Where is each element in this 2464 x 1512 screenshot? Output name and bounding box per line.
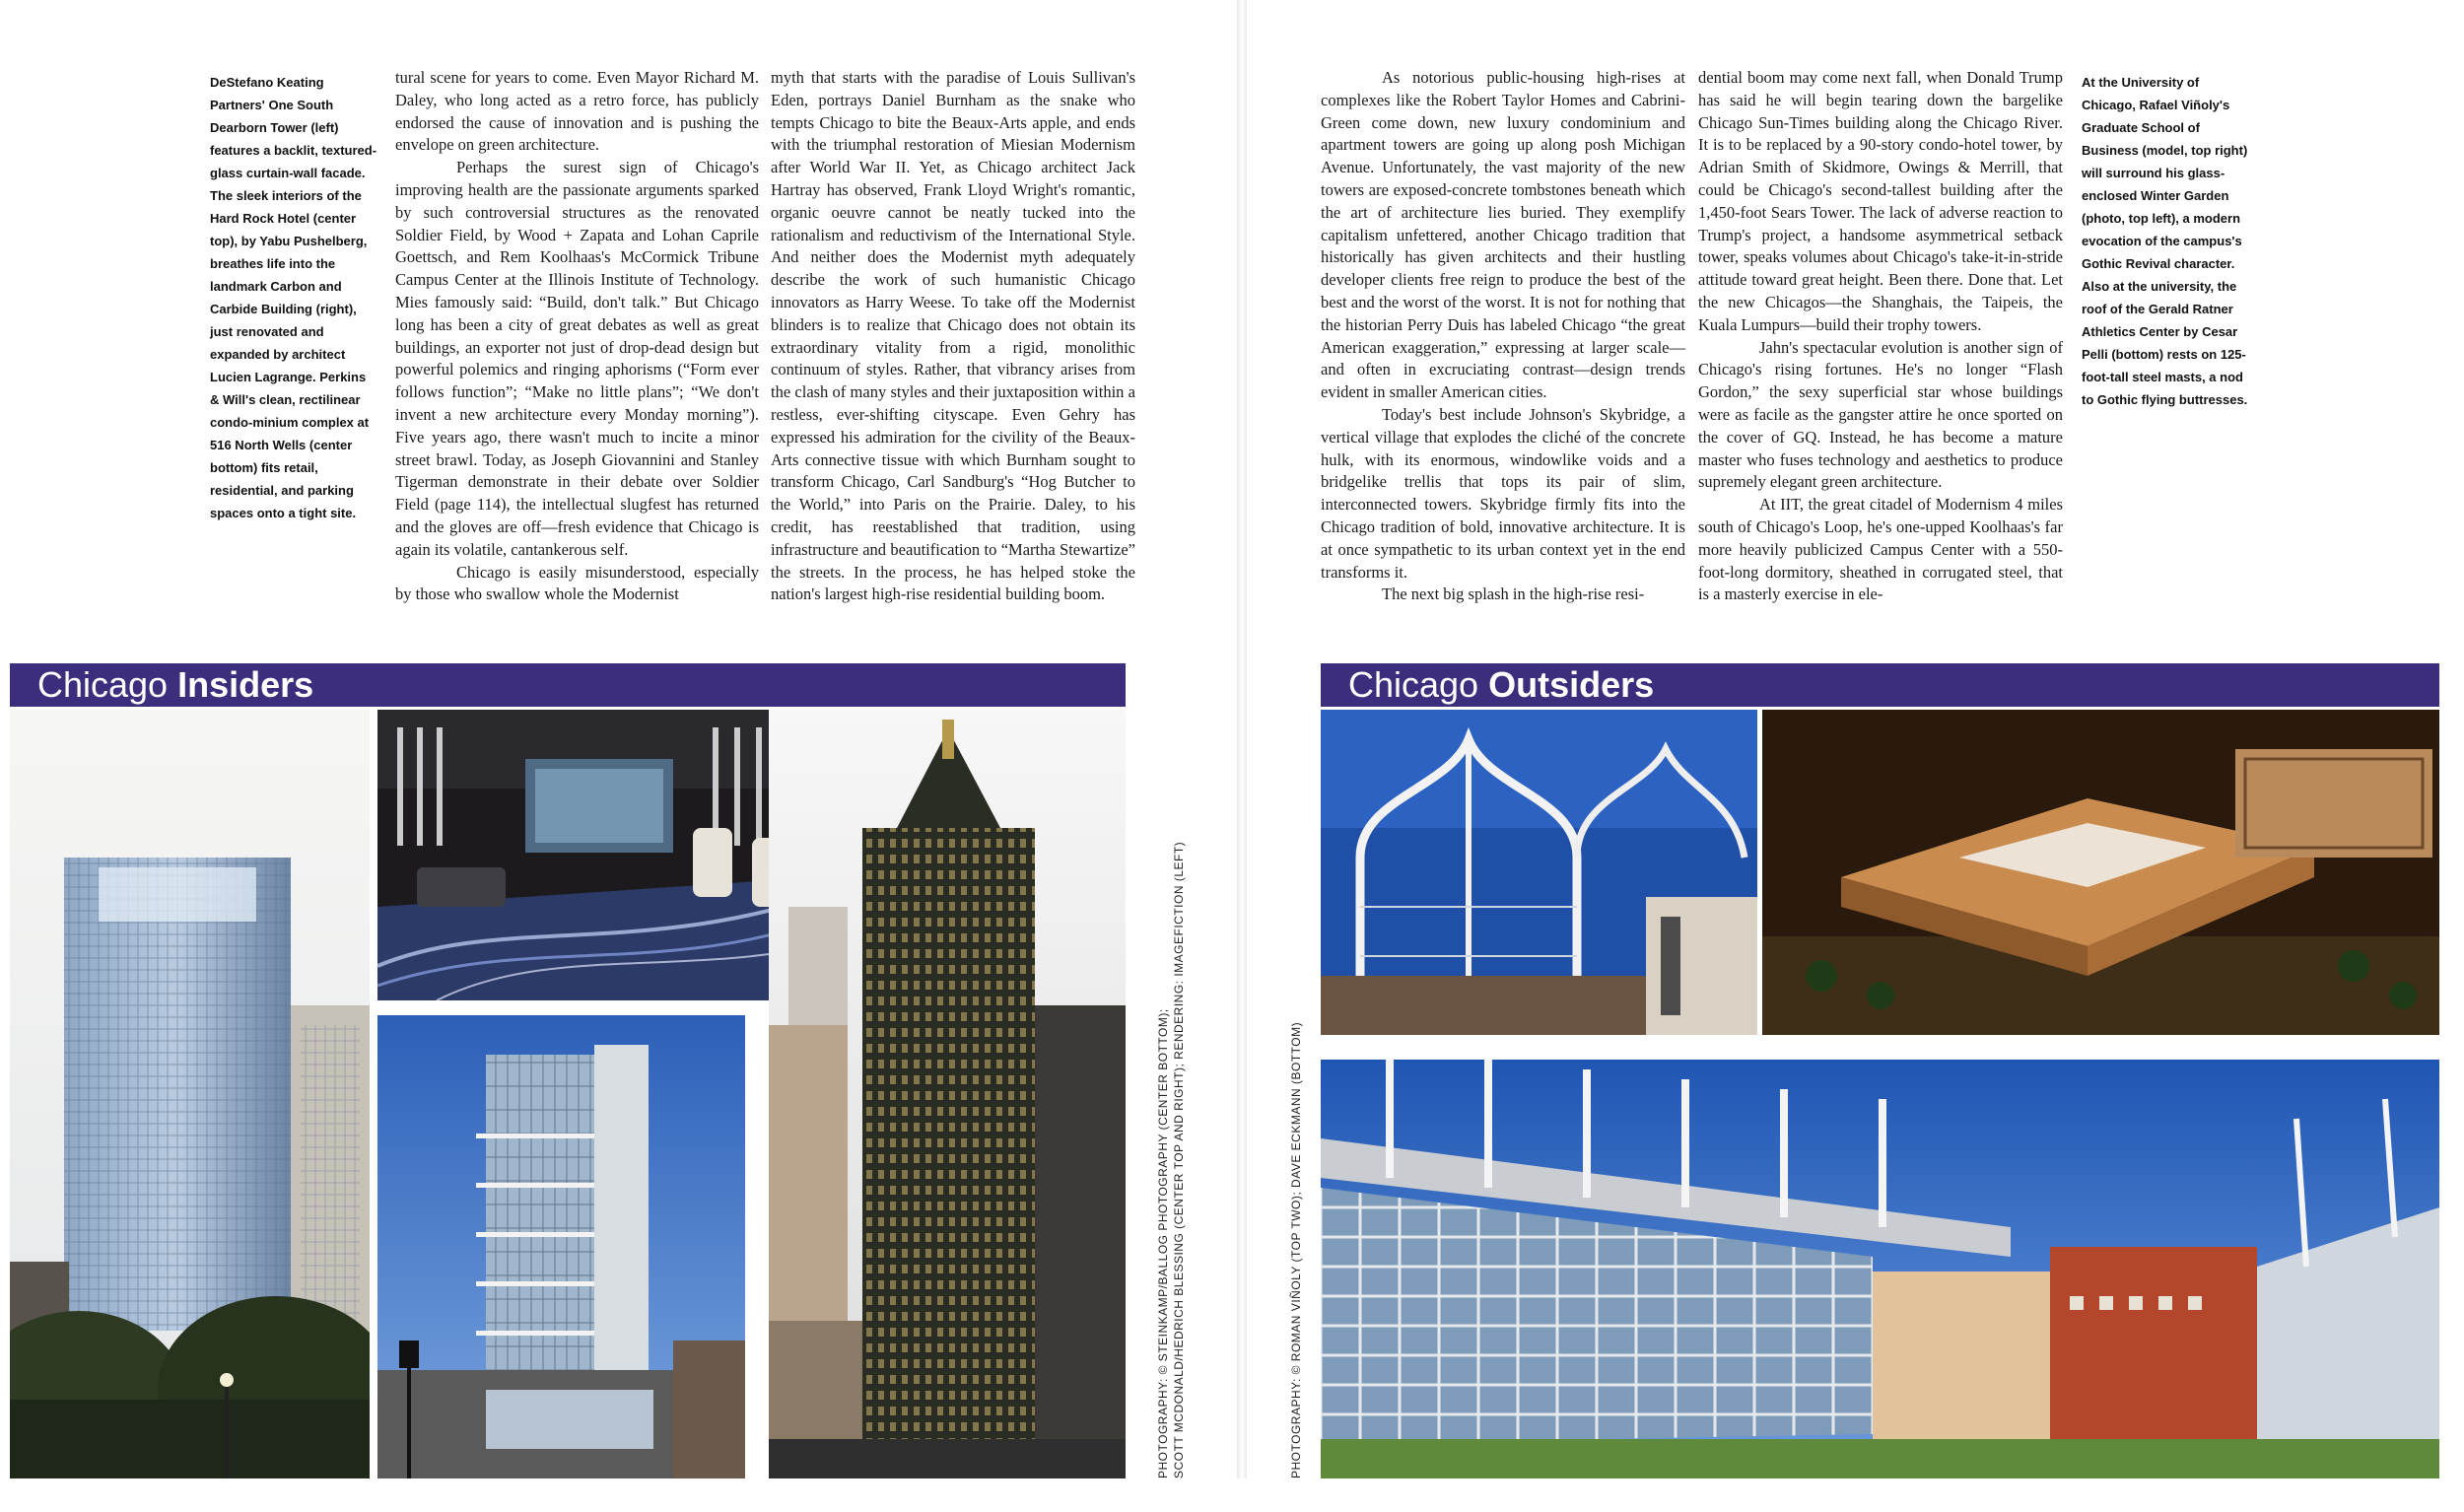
banner-light-text: Chicago bbox=[1348, 664, 1489, 705]
banner-light-text: Chicago bbox=[37, 664, 178, 705]
right-photo-credit bbox=[1288, 1022, 1304, 1478]
left-photo-caption: DeStefano Keating Partners' One South Dearborn Tower (left) features a backlit, textured-glass curtain-wall facade. The sleek interiors of the Hard Rock Hotel (center top), by Yabu Pushelberg, breathes life into the landmark Carbon and Carbide Building (right), just renovated and expanded by architect Lucien Lagrange. Perkins & Will's clean, rectilinear condo-minium complex at 516 North Wells (center bottom) fits retail, residential, and parking spaces onto a tight site. bbox=[210, 75, 377, 520]
paragraph: The next big splash in the high-rise resi- bbox=[1382, 584, 1645, 604]
paragraph: Today's best include Johnson's Skybridge, a vertical village that explodes the cliché of the concrete hulk, with its enormous, windowlike voids and a bridgelike trellis that tops its pair of slim, interconnected towers. Skybridge firmly fits into the Chicago tradition of bold, innovative architecture. It is at once sympathetic to its urban context yet in the end transforms it. bbox=[1321, 404, 1685, 582]
one-south-dearborn-tower-photo bbox=[10, 710, 370, 1478]
right-article-column-2 bbox=[1698, 67, 2063, 606]
chicago-outsiders-banner bbox=[1321, 663, 2439, 707]
paragraph: Jahn's spectacular evolution is another sign of Chicago's rising fortunes. He's no longer “Flash Gordon,” the sexy superficial star whose buildings were as facile as the gangster attire he once sported on the cover of GQ. Instead, he has become a mature master who fuses technology and aesthetics to produce supremely elegant green architecture. bbox=[1698, 337, 2063, 492]
paragraph: Chicago is easily misunderstood, especially by those who swallow whole the Modernist bbox=[395, 562, 759, 604]
right-photo-caption: At the University of Chicago, Rafael Viñoly's Graduate School of Business (model, top right) will surround his glass-enclosed Winter Garden (photo, top left), a modern evocation of the campus's Gothic Revival character. Also at the university, the roof of the Gerald Ratner Athletics Center by Cesar Pelli (bottom) rests on 125-foot-tall steel masts, a nod to Gothic flying buttresses. bbox=[2082, 75, 2248, 407]
credit-line: PHOTOGRAPHY: © STEINKAMP/BALLOG PHOTOGRAPHY (CENTER BOTTOM); bbox=[1156, 1008, 1170, 1478]
page-gutter bbox=[1237, 0, 1247, 1478]
left-photo-credit bbox=[1155, 842, 1187, 1478]
left-article-column-1 bbox=[395, 67, 759, 606]
left-article-column-2 bbox=[771, 67, 1135, 606]
paragraph: myth that starts with the paradise of Louis Sullivan's Eden, portrays Daniel Burnham as the snake who tempts Chicago to bite the Beaux-Arts apple, and ends with the triumphal restoration of Miesian Modernism after World War II. Yet, as Chicago architect Jack Hartray has observed, Frank Lloyd Wright's romantic, organic oeuvre cannot be neatly tucked into the rationalism and reductivism of the International Style. And neither does the Modernist myth adequately describe the work of such humanistic Chicago innovators as Harry Weese. To take off the Modernist blinders is to realize that Chicago does not obtain its extraordinary vitality from a rigid, monolithic continuum of styles. Rather, that vibrancy arises from the clash of many styles and their juxtaposition within a restless, ever-shifting cityscape. Even Gehry has expressed his admiration for the civility of the Beaux-Arts connective tissue with which Burnham sought to transform Chicago, Carl Sandburg's “Hog Butcher to the World,” into Paris on the Prairie. Daley, to his credit, has reestablished that tradition, using infrastructure and beautification to “Martha Stewartize” the streets. In the process, he has helped stoke the nation's largest high-rise residential building boom. bbox=[771, 68, 1135, 604]
business-school-model-photo bbox=[1762, 710, 2439, 1035]
paragraph: At IIT, the great citadel of Modernism 4 miles south of Chicago's Loop, he's one-upped Koolhaas's far more heavily publicized Campus Center with a 550-foot-long dormitory, sheathed in corrugated steel, that is a masterly exercise in ele- bbox=[1698, 495, 2063, 604]
right-article-column-1 bbox=[1321, 67, 1685, 606]
banner-bold-text: Outsiders bbox=[1488, 664, 1655, 705]
winter-garden-photo bbox=[1321, 710, 1757, 1035]
hard-rock-hotel-interior-photo bbox=[377, 710, 817, 1000]
credit-line: SCOTT MCDONALD/HEDRICH BLESSING (CENTER TOP AND RIGHT); RENDERING: IMAGEFICTION (LEFT) bbox=[1172, 841, 1186, 1478]
north-wells-condominium-photo bbox=[377, 1015, 745, 1478]
left-page bbox=[10, 0, 1240, 1478]
paragraph: Perhaps the surest sign of Chicago's improving health are the passionate arguments sparked by such controversial structures as the renovated Soldier Field, by Wood + Zapata and Lohan Caprile Goettsch, and Rem Koolhaas's McCormick Tribune Campus Center at the Illinois Institute of Technology. Mies famously said: “Build, don't talk.” But Chicago long has been a city of great debates as well as great buildings, an exporter not just of drop-dead design but powerful polemics and ringing aphorisms (“Form ever follows function”; “Make no little plans”; “We don't invent a new architecture every Monday morning”). Five years ago, there wasn't much to incite a minor street brawl. Today, as Joseph Giovannini and Stanley Tigerman demonstrate in their debate over Soldier Field (page 114), the intellectual slugfest has returned and the gloves are off—fresh evidence that Chicago is again its volatile, cantankerous self. bbox=[395, 158, 759, 559]
chicago-insiders-banner bbox=[10, 663, 1126, 707]
paragraph: As notorious public-housing high-rises at complexes like the Robert Taylor Homes and Cabrini-Green come down, new luxury condominium and apartment towers are going up along posh Michigan Avenue. Unfortunately, the vast majority of the new towers are exposed-concrete tombstones beneath which the art of architecture lies buried. They exemplify capitalism unfettered, another Chicago tradition that historically has given architects and their hustling developer clients free reign to produce the best of the best and the worst of the worst. It is not for nothing that the historian Perry Duis has labeled Chicago “the great American exaggeration,” expressing at larger scale—and often in excruciating contrast—design trends evident in smaller American cities. bbox=[1321, 68, 1685, 402]
ratner-athletics-center-photo bbox=[1321, 1060, 2439, 1478]
right-page bbox=[1247, 0, 2464, 1478]
banner-bold-text: Insiders bbox=[177, 664, 314, 705]
paragraph: dential boom may come next fall, when Donald Trump has said he will begin tearing down the bargelike Chicago Sun-Times building along the Chicago River. It is to be replaced by a 90-story condo-hotel tower, by Adrian Smith of Skidmore, Owings & Merrill, that could be Chicago's second-tallest building after the 1,450-foot Sears Tower. The lack of adverse reaction to Trump's project, a handsome asymmetrical setback tower, speaks volumes about Chicago's take-it-in-stride attitude toward great height. Been there. Done that. Let the new Chicagos—the Shanghais, the Taipeis, the Kuala Lumpurs—build their trophy towers. bbox=[1698, 68, 2063, 334]
paragraph: tural scene for years to come. Even Mayor Richard M. Daley, who long acted as a retro force, has publicly endorsed the cause of innovation and is pushing the envelope on green architecture. bbox=[395, 68, 759, 155]
credit-line: PHOTOGRAPHY: © ROMAN VIÑOLY (TOP TWO); DAVE ECKMANN (BOTTOM) bbox=[1289, 1021, 1303, 1478]
carbon-and-carbide-building-photo bbox=[769, 710, 1126, 1478]
